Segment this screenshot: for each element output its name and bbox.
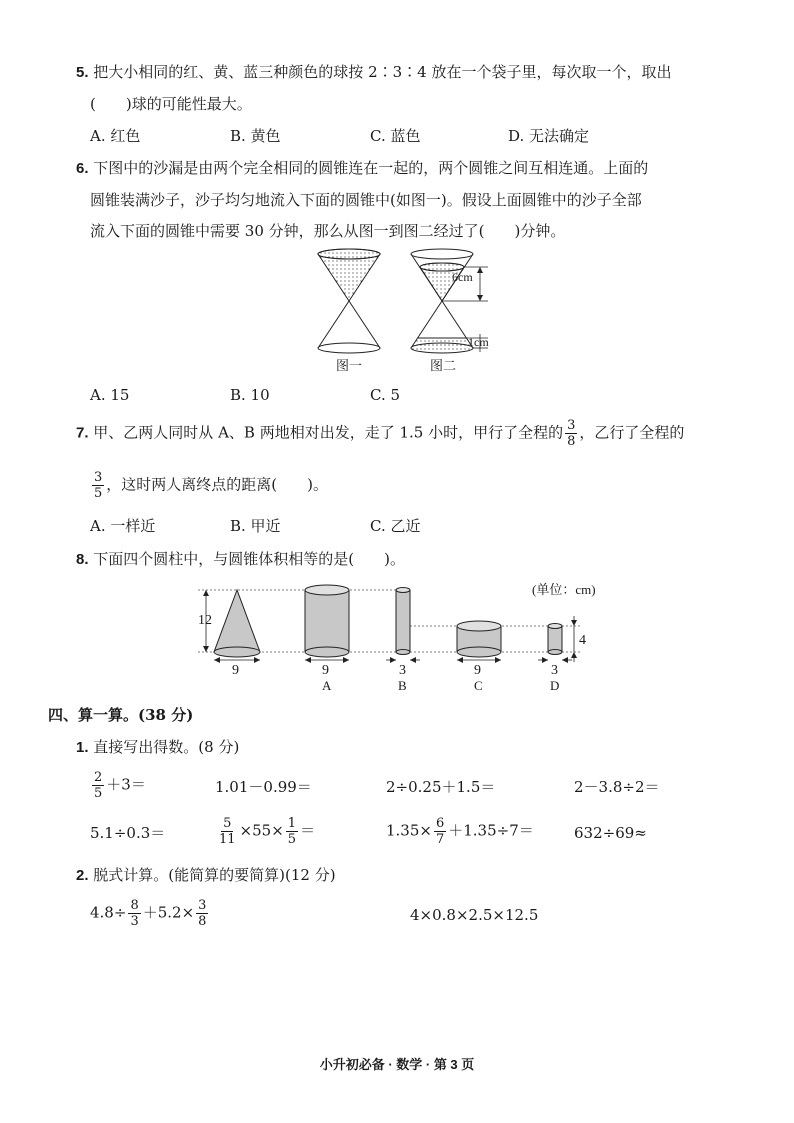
q8-text-1: 下面四个圆柱中，与圆锥体积相等的是( )。 bbox=[93, 550, 406, 568]
calc-item-1: $\frac{2}{5}$ ＋3＝ bbox=[94, 770, 146, 801]
part-2-heading bbox=[76, 865, 336, 886]
part-1-title: 直接写出得数。(8 分) bbox=[93, 738, 240, 756]
q7-text-2: ，这时两人离终点的距离( )。 bbox=[106, 475, 328, 494]
q5-line1 bbox=[76, 62, 671, 83]
figure-2-label: 图二 bbox=[430, 358, 457, 373]
q7-option-a: A. 一样近 bbox=[90, 517, 156, 535]
q6-text-1: 下图中的沙漏是由两个完全相同的圆锥连在一起的，两个圆锥之间互相连通。上面的 bbox=[93, 159, 649, 177]
cylinder-a-width: 9 bbox=[322, 663, 329, 678]
cone-height-label: 12 bbox=[198, 613, 212, 628]
cylinder-d-letter: D bbox=[550, 678, 560, 693]
calc-expression-2: 4×0.8×2.5×12.5 bbox=[410, 906, 539, 924]
dim-label-bottom: 1cm bbox=[468, 335, 489, 349]
q5-line2: ( )球的可能性最大。 bbox=[90, 95, 252, 113]
calc-expression-1: 4.8÷ $\frac{8}{3}$ ＋5.2× $\frac{3}{8}$ bbox=[90, 898, 207, 929]
q7-option-b: B. 甲近 bbox=[230, 517, 281, 535]
q8-line1 bbox=[76, 549, 405, 570]
q7-line2 bbox=[90, 470, 328, 501]
q7-line1 bbox=[76, 418, 684, 449]
q7-text-1a: 甲、乙两人同时从 A、B 两地相对出发，走了 1.5 小时，甲行了全程的 bbox=[93, 423, 564, 442]
cylinder-c-width: 9 bbox=[474, 663, 481, 678]
calc-item-4: 2－3.8÷2＝ bbox=[574, 778, 660, 796]
cylinder-b-letter: B bbox=[398, 678, 407, 693]
q6-line2: 圆锥装满沙子，沙子均匀地流入下面的圆锥中(如图一)。假设上面圆锥中的沙子全部 bbox=[90, 191, 642, 209]
q7-text-1b: ，乙行了全程的 bbox=[579, 423, 685, 442]
cylinder-c-letter: C bbox=[474, 678, 483, 693]
calc-item-8: 632÷69≈ bbox=[574, 824, 647, 842]
part-2-title: 脱式计算。(能简算的要简算)(12 分) bbox=[93, 866, 336, 884]
cylinder-c bbox=[457, 621, 501, 663]
q7-option-c: C. 乙近 bbox=[370, 517, 421, 535]
calc-item-2: 1.01－0.99＝ bbox=[215, 778, 312, 796]
cylinder-d-height: 4 bbox=[579, 633, 586, 648]
q5-option-a: A. 红色 bbox=[90, 127, 141, 145]
q6-line3: 流入下面的圆锥中需要 30 分钟，那么从图一到图二经过了( )分钟。 bbox=[90, 222, 566, 240]
part-2-number: 2. bbox=[76, 867, 89, 884]
q6-option-c: C. 5 bbox=[370, 386, 401, 404]
q6-option-a: A. 15 bbox=[90, 386, 130, 404]
page-footer: 小升初必备 · 数学 · 第 3 页 bbox=[319, 1057, 475, 1072]
q5-number: 5. bbox=[76, 64, 89, 81]
cylinders-figure bbox=[190, 576, 620, 698]
hourglass-1 bbox=[318, 249, 380, 353]
part-1-number: 1. bbox=[76, 739, 89, 756]
cylinder-b-width: 3 bbox=[399, 663, 406, 678]
unit-label: (单位：cm) bbox=[532, 582, 596, 597]
hourglass-figure bbox=[300, 244, 500, 378]
dim-label-top: 6cm bbox=[452, 270, 473, 284]
cone-diameter-label: 9 bbox=[232, 663, 239, 678]
part-1-heading bbox=[76, 737, 239, 758]
cylinder-d bbox=[538, 616, 577, 663]
cylinder-a-letter: A bbox=[322, 678, 332, 693]
calc-item-5: 5.1÷0.3＝ bbox=[90, 824, 166, 842]
fraction-3-8: $\frac{3}{8}$ bbox=[567, 418, 576, 449]
fraction-3-5: $\frac{3}{5}$ bbox=[94, 470, 103, 501]
figure-1-label: 图一 bbox=[336, 358, 363, 373]
q7-number: 7. bbox=[76, 424, 89, 442]
cylinder-d-width: 3 bbox=[551, 663, 558, 678]
q5-option-c: C. 蓝色 bbox=[370, 127, 421, 145]
calc-item-3: 2÷0.25＋1.5＝ bbox=[386, 778, 496, 796]
q6-line1 bbox=[76, 158, 648, 179]
calc-item-7: 1.35× $\frac{6}{7}$ ＋1.35÷7＝ bbox=[386, 816, 534, 847]
q6-number: 6. bbox=[76, 160, 89, 177]
q5-option-d: D. 无法确定 bbox=[508, 127, 590, 145]
cylinder-a bbox=[305, 585, 349, 663]
calc-item-6: $\frac{5}{11}$ ×55× $\frac{1}{5}$ ＝ bbox=[219, 816, 316, 847]
q6-option-b: B. 10 bbox=[230, 386, 270, 404]
section-4-title: 四、算一算。(38 分) bbox=[48, 706, 194, 724]
q5-option-b: B. 黄色 bbox=[230, 127, 281, 145]
q5-text-1: 把大小相同的红、黄、蓝三种颜色的球按 2∶3∶4 放在一个袋子里，每次取一个，取出 bbox=[93, 63, 672, 81]
q8-number: 8. bbox=[76, 551, 89, 568]
